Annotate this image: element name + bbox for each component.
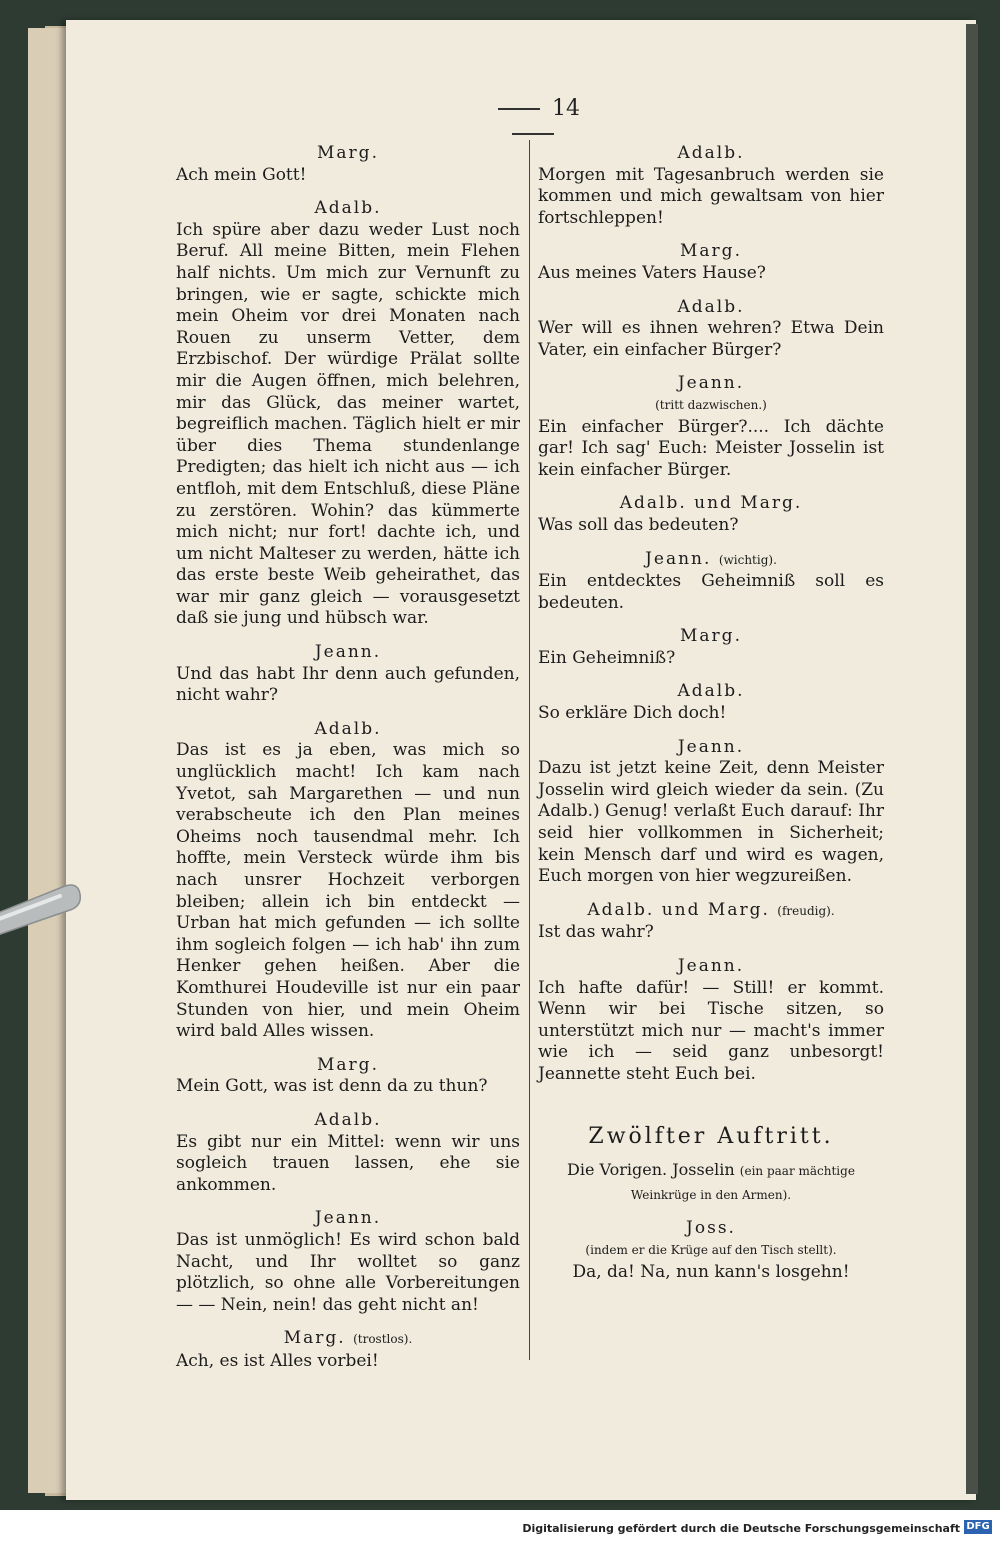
header-dash-left: [498, 108, 540, 110]
speaker: Adalb.: [314, 198, 382, 219]
speaker-name: Jeann.: [645, 548, 712, 569]
speaker: Jeann.: [314, 1208, 382, 1229]
dialogue: Ach mein Gott!: [176, 164, 307, 185]
speaker: Marg.: [680, 241, 742, 262]
dialogue: Dazu ist jetzt keine Zeit, denn Meister Josselin wird gleich wieder da sein. (Zu Adalb.) Genug! verlaßt Euch darauf: Ihr seid hier vollkommen in Sicherheit; kein Mensch darf und wird es wagen, Euch morgen von hier wegzureißen.: [538, 758, 884, 887]
page-holder-clip-icon: [0, 868, 110, 948]
book-edge: [966, 24, 978, 1494]
dialogue: Wer will es ihnen wehren? Etwa Dein Vater, ein einfacher Bürger?: [538, 318, 884, 360]
stage-direction: (indem er die Krüge auf den Tisch stellt).: [585, 1242, 837, 1257]
speaker: Adalb.: [314, 1109, 382, 1130]
speaker-with-direction: [538, 549, 884, 572]
speaker-with-direction: [176, 1328, 520, 1351]
dialogue: So erkläre Dich doch!: [538, 703, 727, 724]
speaker-name: Marg.: [283, 1328, 346, 1349]
column-divider: [529, 140, 530, 1360]
speaker: Adalb.: [677, 143, 745, 163]
left-column: [176, 143, 520, 1372]
speaker: Joss.: [686, 1218, 736, 1239]
stage-direction: (tritt dazwischen.): [655, 397, 767, 412]
speaker: Jeann.: [314, 642, 382, 663]
dialogue: Ein entdecktes Geheimniß soll es bedeuten.: [538, 571, 884, 613]
dialogue: Ein einfacher Bürger?.... Ich dächte gar! Ich sag' Euch: Meister Josselin ist kein einfacher Bürger.: [538, 416, 884, 480]
scene-title: Zwölfter Auftritt.: [588, 1123, 834, 1149]
stage-direction: (wichtig).: [718, 552, 777, 567]
speaker: Jeann.: [677, 373, 745, 394]
dialogue: Es gibt nur ein Mittel: wenn wir uns sogleich trauen lassen, ehe sie ankommen.: [176, 1131, 520, 1195]
dialogue: Ist das wahr?: [538, 922, 654, 943]
speaker: Adalb.: [677, 681, 745, 702]
dialogue: Morgen mit Tagesanbruch werden sie kommen und mich gewaltsam von hier fortschleppen!: [538, 164, 884, 228]
dialogue: Das ist unmöglich! Es wird schon bald Nacht, und Ihr wolltet so ganz plötzlich, so ohne alle Vorbereitungen — — Nein, nein! das geht nicht an!: [176, 1229, 520, 1315]
speaker-name: Adalb. und Marg.: [587, 899, 770, 920]
page-header: [458, 96, 608, 146]
dialogue: Das ist es ja eben, was mich so unglücklich macht! Ich kam nach Yvetot, sah Margarethen — und nun verabscheute ich den Plan meines Oheims noch tausendmal mehr. Ich hoffte, mein Versteck würde ihm bis nach unsrer Hochzeit verborgen bleiben; allein ich bin entdeckt — Urban hat mich gefunden — ich sollte ihm sogleich folgen — ich hab' ihn zum Henker gehen heißen. Aber die Komthurei Houdeville ist nur ein paar Stunden von hier, und mein Oheim wird bald Alles wissen.: [176, 740, 520, 1042]
persons-list: Die Vorigen. Josselin: [567, 1160, 735, 1180]
dialogue: Aus meines Vaters Hause?: [538, 262, 766, 283]
header-dash-right: [512, 133, 554, 135]
speaker: Adalb.: [677, 296, 745, 317]
speaker-with-direction: [538, 900, 884, 923]
speaker: Marg.: [680, 626, 742, 647]
speaker: Jeann.: [677, 956, 745, 976]
dialogue: Ich spüre aber dazu weder Lust noch Beruf. All meine Bitten, mein Flehen half nichts. Um mich zur Vernunft zu bringen, wie er sagte, schickte mich mein Oheim vor drei Monaten nach Rouen zu unserm Vetter, dem Erzbischof. Der würdige Prälat sollte mir die Augen öffnen, mich belehren, mir das Glück, das meiner wartet, begreiflich machen. Täglich hielt er mir über dies Thema stundenlange Predigten; das hielt ich nicht aus — ich entfloh, mit dem Entschluß, diese Pläne zu zerstören. Wohin? das kümmerte mich nicht; nur fort! dachte ich, und um nicht Malteser zu werden, hätte ich das erste beste Weib geheirathet, das war mir ganz gleich — vorausgesetzt daß sie jung und hübsch war.: [176, 219, 520, 629]
stage-direction: (trostlos).: [353, 1332, 413, 1347]
speaker: Adalb.: [314, 718, 382, 739]
dfg-logo: DFG: [964, 1520, 992, 1534]
dialogue: Ein Geheimniß?: [538, 647, 676, 668]
speaker: Jeann.: [677, 736, 745, 757]
persons-direction: (ein paar mächtige Weinkrüge in den Armen).: [630, 1164, 855, 1202]
dialogue: Und das habt Ihr denn auch gefunden, nicht wahr?: [176, 663, 520, 706]
speaker: Marg.: [317, 1054, 379, 1075]
dialogue: Mein Gott, was ist denn da zu thun?: [176, 1076, 488, 1097]
stage-direction: (freudig).: [777, 903, 835, 918]
page-number: 14: [552, 96, 580, 121]
scene-persons: [538, 1159, 884, 1206]
dialogue: Da, da! Na, nun kann's losgehn!: [572, 1261, 850, 1282]
dialogue: Was soll das bedeuten?: [538, 514, 739, 535]
speaker: Adalb. und Marg.: [619, 493, 803, 514]
right-column: [538, 143, 884, 1283]
dialogue: Ach, es ist Alles vorbei!: [176, 1350, 379, 1371]
speaker: Marg.: [317, 143, 379, 163]
dialogue: Ich hafte dafür! — Still! er kommt. Wenn wir bei Tische sitzen, so unterstützt mich nur — macht's immer wie ich — seid ganz unbesorgt! Jeannette steht Euch bei.: [538, 977, 884, 1084]
footer-credit: Digitalisierung gefördert durch die Deutsche Forschungsgemeinschaft: [522, 1522, 960, 1535]
